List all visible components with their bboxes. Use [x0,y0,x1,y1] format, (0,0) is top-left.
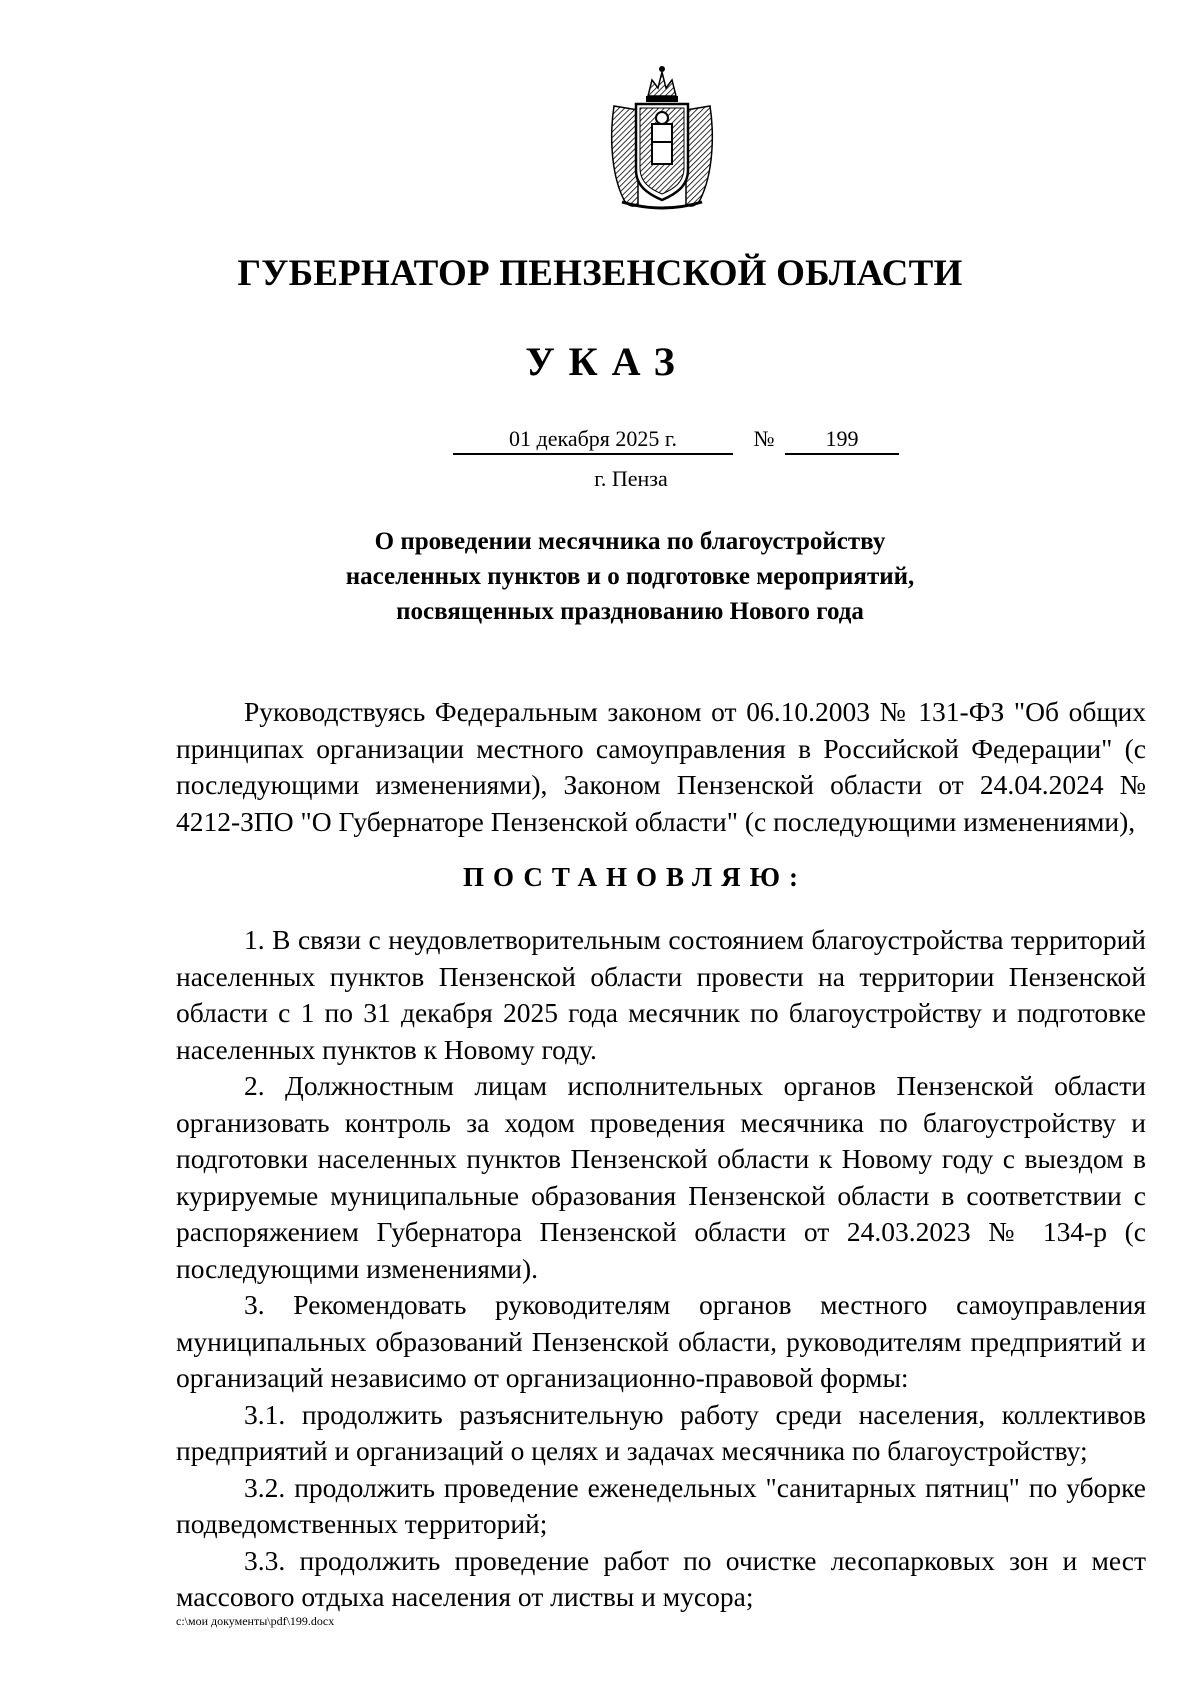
document-subject [0,524,1200,629]
file-path-footer: c:\мои документы\pdf\199.docx [176,1614,335,1628]
preamble-paragraph: Руководствуясь Федеральным законом от 06.10.2003 № 131-ФЗ "Об общих принципах организации местного самоуправления в Российской Федерации" (с последующими изменениями), Законом Пензенской области от 24.04.2024 № 4212-ЗПО "О Губернаторе Пензенской области" (с последующими изменениями), [176,696,1146,837]
subject-line: населенных пунктов и о подготовке мероприятий, [345,563,915,590]
decree-item: 3.1. продолжить разъяснительную работу среди населения, коллективов предприятий и организаций о целях и задачах месячника по благоустройству; [176,1398,1146,1466]
date-number-row [453,425,903,455]
number-sign: № [753,426,775,451]
decree-item: 2. Должностным лицам исполнительных органов Пензенской области организовать контроль за ходом проведения месячника по благоустройству и подготовки населенных пунктов Пензенской области к Новому году с выездом в курируемые муниципальные образования Пензенской области в соответствии с распоряжением Губернатора Пензенской области от 24.03.2023 № 134-р (с последующими изменениями). [176,1070,1146,1284]
decree-item: 3.3. продолжить проведение работ по очистке лесопарковых зон и мест массового отдыха населения от листвы и мусора; [176,1544,1146,1612]
subject-line: О проведении месячника по благоустройству [374,528,886,555]
document-city: г. Пенза [594,466,668,491]
decree-item: 3. Рекомендовать руководителям органов местного самоуправления муниципальных образований Пензенской области, руководителям предприятий и организаций независимо от организационно-правовой формы: [176,1289,1146,1393]
decree-items [176,922,1146,1616]
subject-line: посвященных празднованию Нового года [396,598,864,625]
decree-item: 1. В связи с неудовлетворительным состоянием благоустройства территорий населенных пунктов Пензенской области провести на территории Пензенской области с 1 по 31 декабря 2025 года месячник по благоустройству и подготовке населенных пунктов к Новому году. [176,924,1146,1065]
preamble [176,694,1146,840]
decree-word: ПОСТАНОВЛЯЮ: [463,862,807,892]
decree-item: 3.2. продолжить проведение еженедельных "санитарных пятниц" по уборке подведомственных территорий; [176,1471,1146,1539]
document-type: УКАЗ [525,339,689,384]
issuing-authority: ГУБЕРНАТОР ПЕНЗЕНСКОЙ ОБЛАСТИ [237,253,963,294]
document-number: 199 [785,425,899,455]
document-date: 01 декабря 2025 г. [453,425,733,455]
coat-of-arms-icon [608,62,716,212]
